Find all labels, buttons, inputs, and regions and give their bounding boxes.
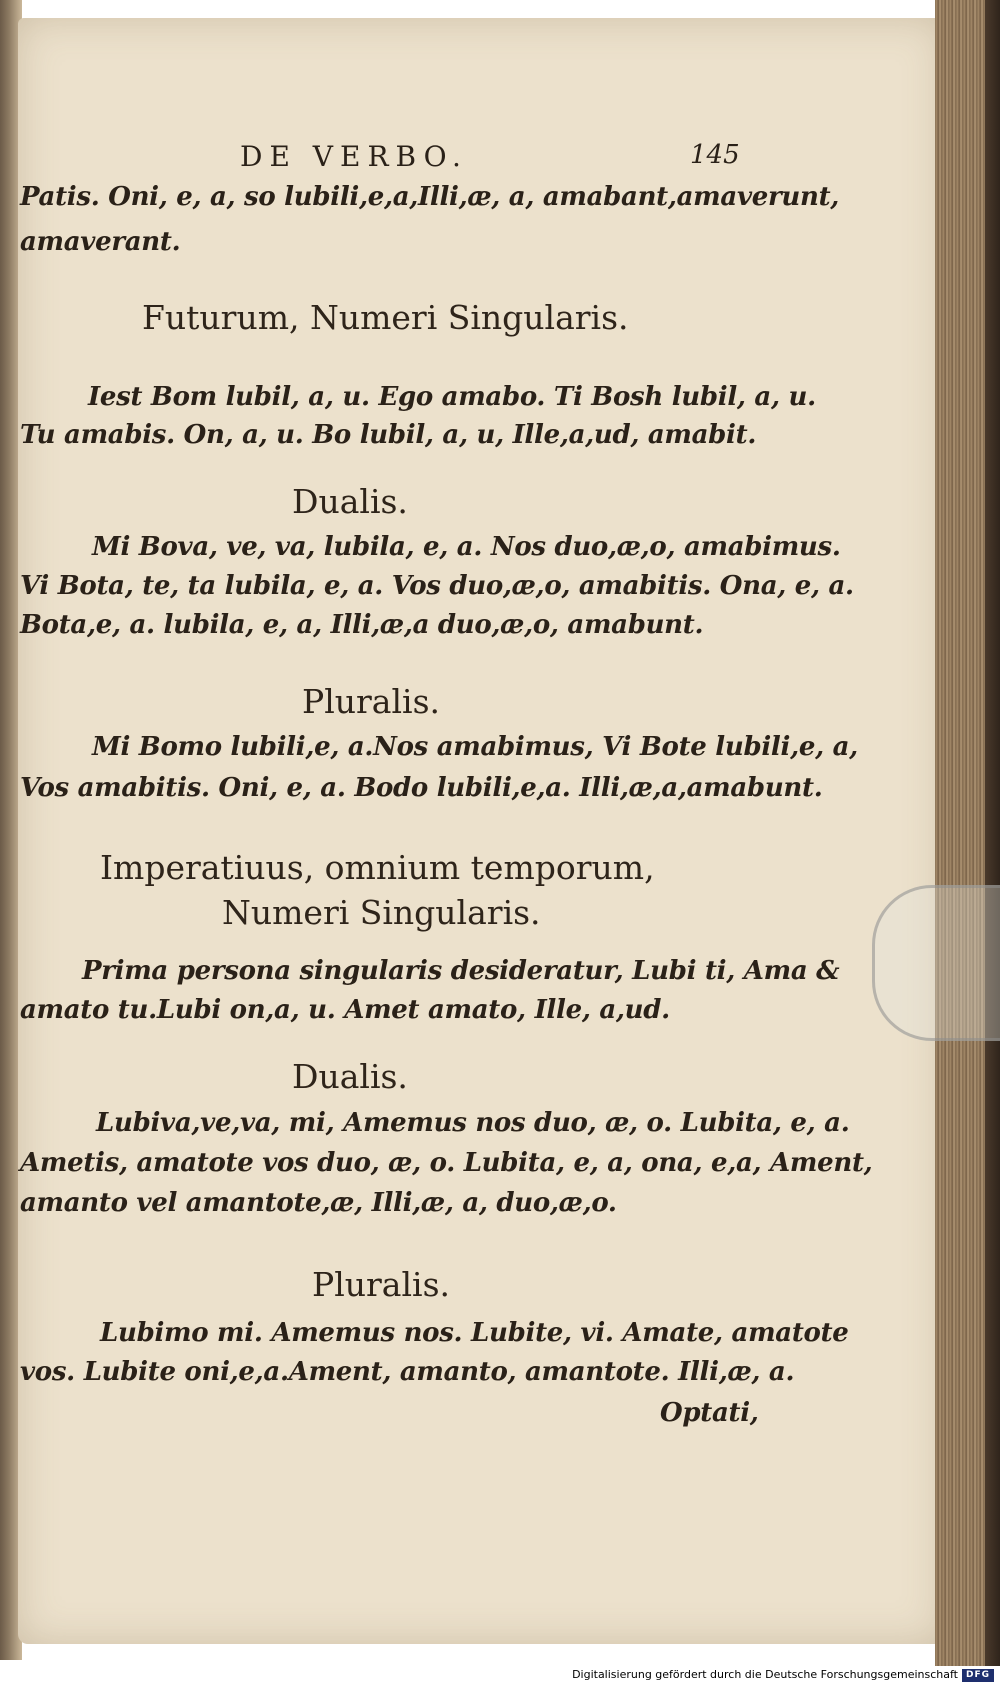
text-line: amato tu.Lubi on,a, u. Amet amato, Ille, a,ud.	[20, 995, 670, 1025]
book-cover-edge	[985, 0, 1000, 1666]
page-number: 145	[690, 140, 740, 170]
text-line: Mi Bova, ve, va, lubila, e, a. Nos duo,æ,o, amabimus.	[92, 532, 841, 562]
text-line: amaverant.	[20, 227, 181, 257]
text-line: Lubimo mi. Amemus nos. Lubite, vi. Amate, amatote	[100, 1318, 849, 1348]
section-heading: Pluralis.	[312, 1265, 450, 1304]
text-line: Lubiva,ve,va, mi, Amemus nos duo, æ, o. Lubita, e, a.	[96, 1108, 850, 1138]
text-line: Tu amabis. On, a, u. Bo lubil, a, u, Ille,a,ud, amabit.	[20, 420, 757, 450]
text-line: Mi Bomo lubili,e, a.Nos amabimus, Vi Bote lubili,e, a,	[92, 732, 858, 762]
text-line: Bota,e, a. lubila, e, a, Illi,æ,a duo,æ,o, amabunt.	[20, 610, 704, 640]
section-heading: Dualis.	[292, 482, 408, 521]
text-line: amanto vel amantote,æ, Illi,æ, a, duo,æ,o.	[20, 1188, 617, 1218]
book-page	[18, 18, 943, 1644]
page-clip	[872, 885, 1000, 1041]
text-line: Iest Bom lubil, a, u. Ego amabo. Ti Bosh lubil, a, u.	[88, 382, 816, 412]
text-line: Vi Bota, te, ta lubila, e, a. Vos duo,æ,o, amabitis. Ona, e, a.	[20, 571, 854, 601]
dfg-logo-icon: DFG	[962, 1669, 994, 1682]
section-heading: Dualis.	[292, 1057, 408, 1096]
text-line: Vos amabitis. Oni, e, a. Bodo lubili,e,a. Illi,æ,a,amabunt.	[20, 773, 823, 803]
section-heading: Numeri Singularis.	[222, 893, 541, 932]
catchword: Optati,	[660, 1398, 759, 1428]
text-line: Ametis, amatote vos duo, æ, o. Lubita, e, a, ona, e,a, Ament,	[20, 1148, 873, 1178]
running-title: DE VERBO.	[240, 140, 468, 173]
section-heading: Pluralis.	[302, 682, 440, 721]
digitization-credit: Digitalisierung gefördert durch die Deutsche Forschungsgemeinschaft	[572, 1668, 958, 1681]
text-line: Patis. Oni, e, a, so lubili,e,a,Illi,æ, a, amabant,amaverunt,	[20, 182, 840, 212]
section-heading: Imperatiuus, omnium temporum,	[100, 848, 655, 887]
section-heading: Futurum, Numeri Singularis.	[142, 298, 629, 337]
text-line: vos. Lubite oni,e,a.Ament, amanto, amantote. Illi,æ, a.	[20, 1357, 795, 1387]
text-line: Prima persona singularis desideratur, Lubi ti, Ama &	[82, 956, 840, 986]
